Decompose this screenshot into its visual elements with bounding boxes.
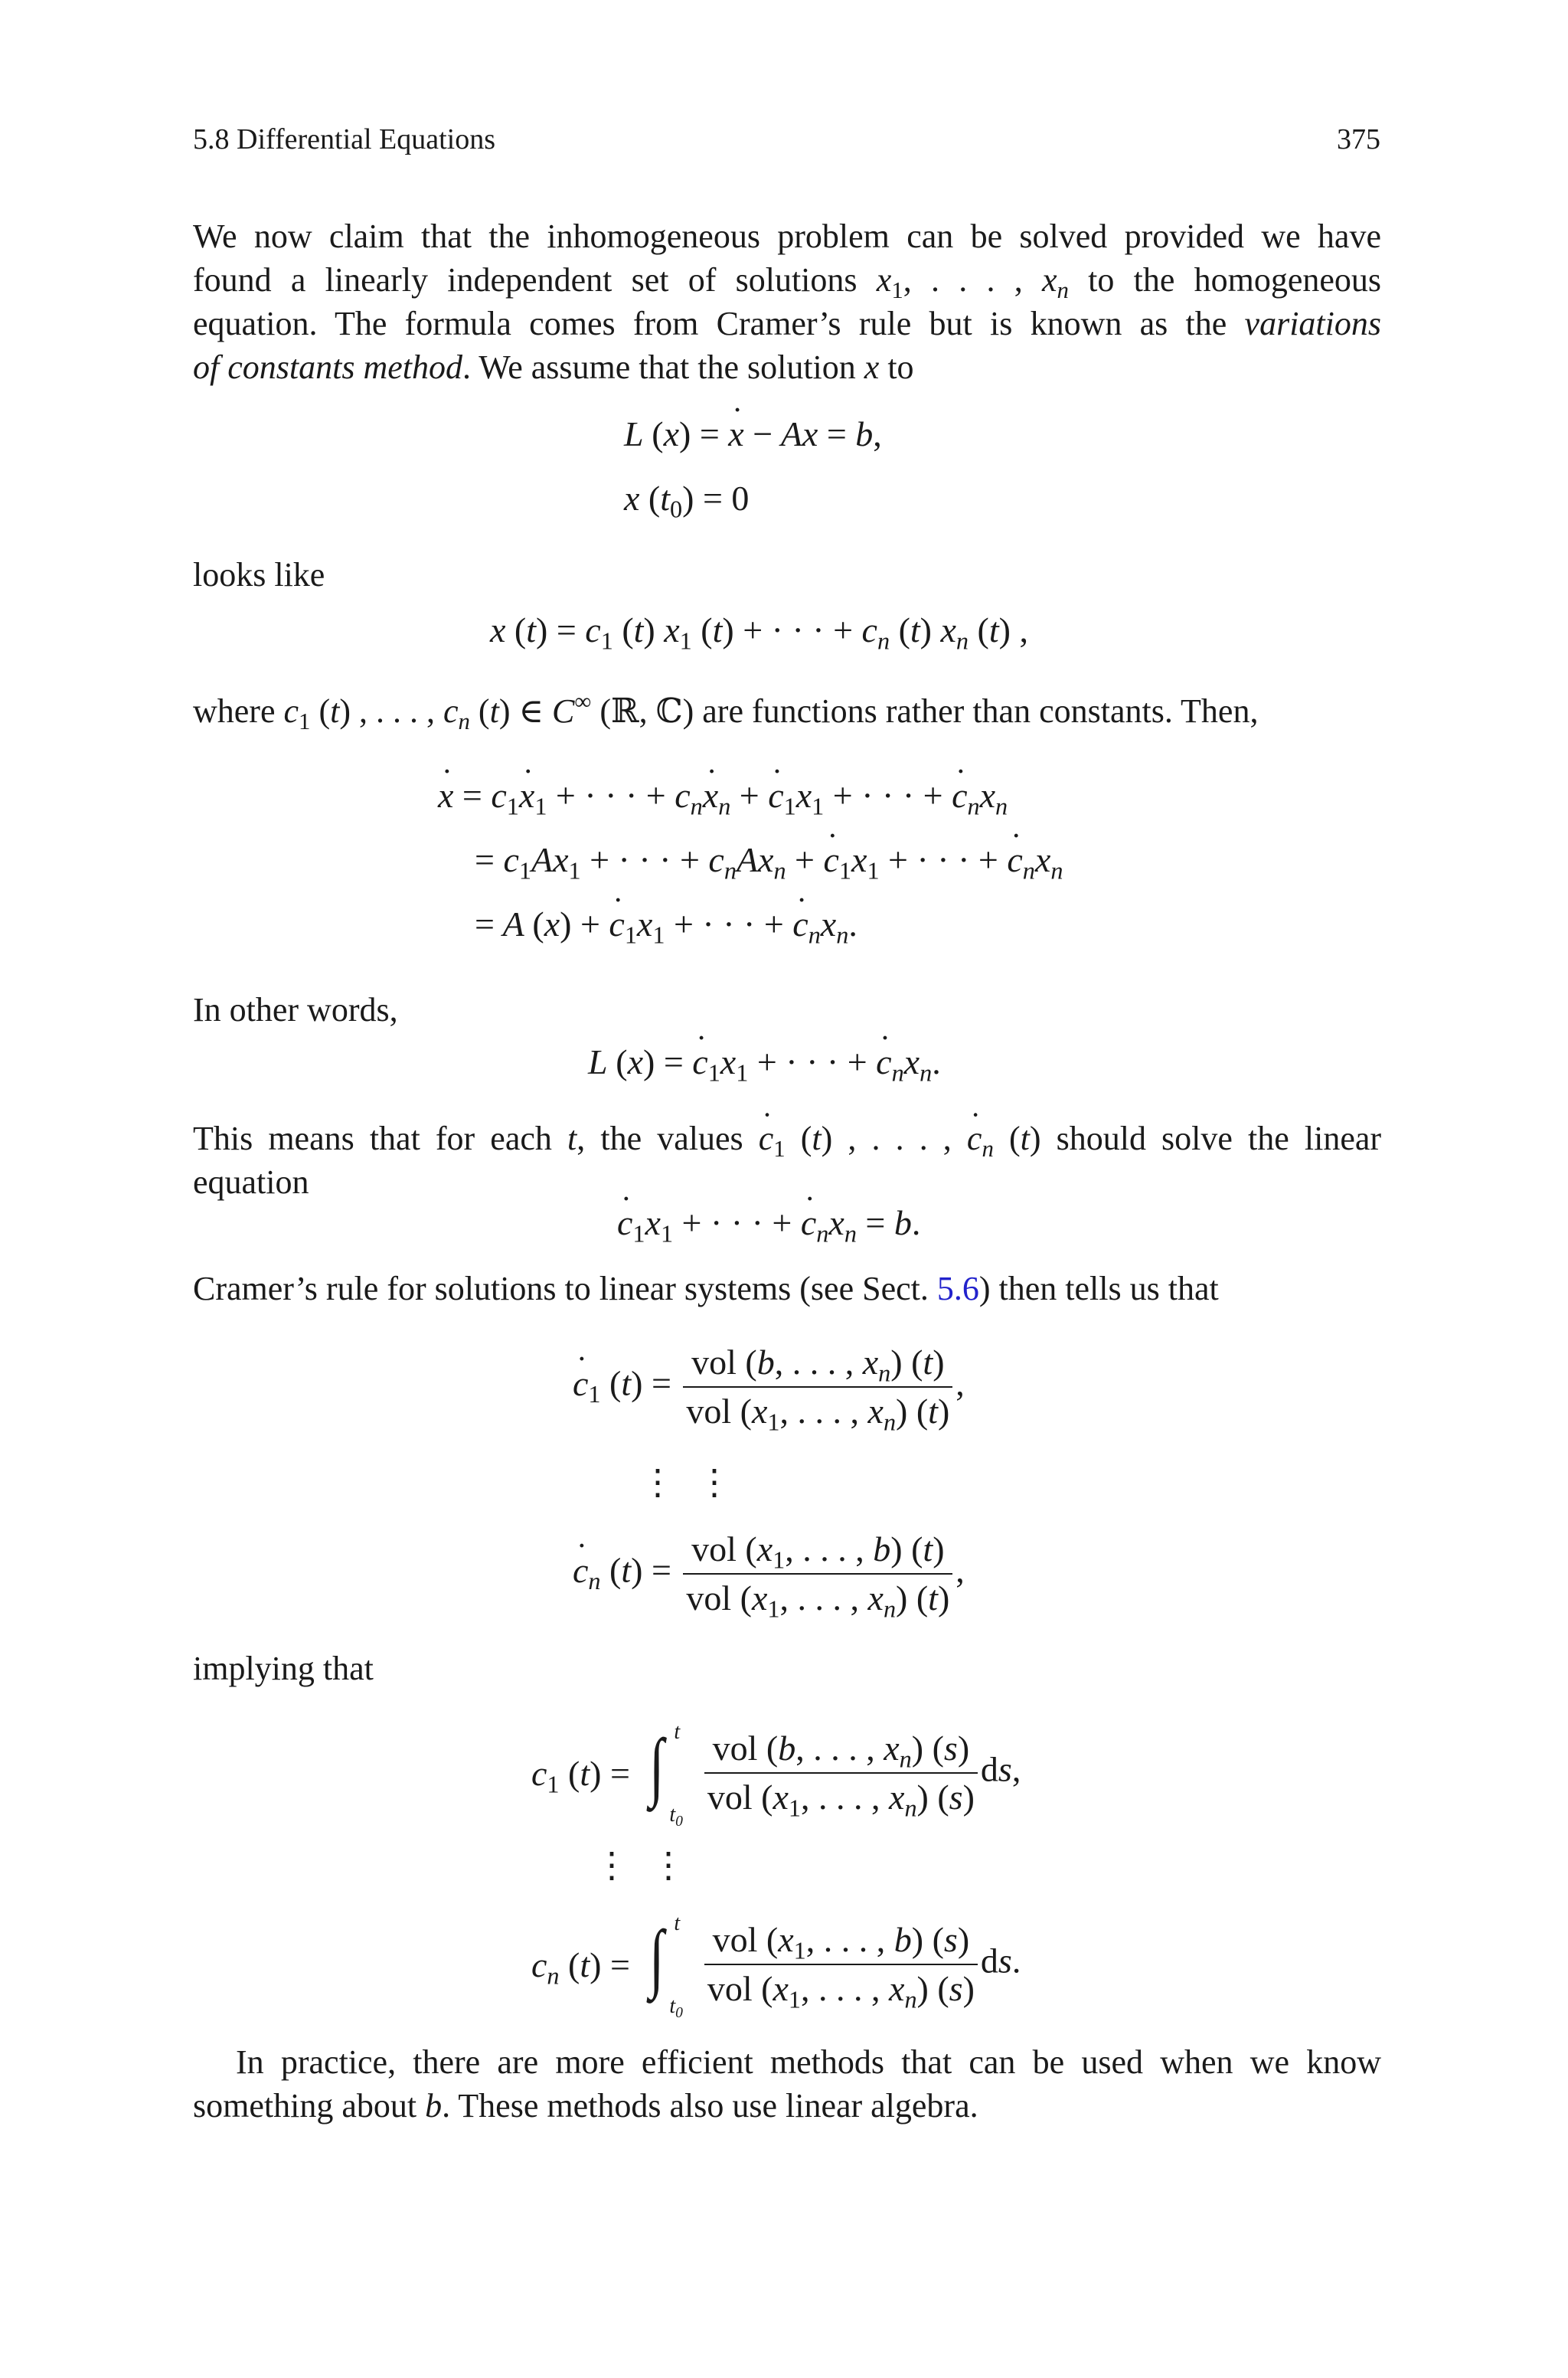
means-paragraph (193, 1117, 1381, 1204)
vertical-dots-2: ⋮ (697, 1463, 732, 1502)
equation-x-expansion: x $(t) = c_1$ (t) $x_1$ (t) + · · · + $c_n$ (t) $x_n$ (t) , (490, 610, 1028, 655)
section-link[interactable]: 5.6 (936, 1270, 979, 1307)
cramer-text: Cramer’s rule for solutions to linear systems (see Sect. 5.6) then tells us that (193, 1270, 1219, 1307)
where-text: where $c_1$ (t) , . . . , $c_n$ (t) ∈ C∞ (ℝ, ℂ) are functions rather than constants. Then, (193, 689, 1259, 735)
equation-xdot-line-2: = $c_1Ax_1$ + · · · + $c_nAx_n + c$ $˙_1x_1$ + · · · + c $˙_nx_n$ (475, 839, 1063, 880)
closing-paragraph (193, 2040, 1381, 2128)
intro-line-3: equation. The formula comes from Cramer’s rule but is known as the variations (193, 305, 1381, 342)
page-number: 375 (1337, 123, 1380, 155)
equation-c1-integral: $c_1$ (t) = ∫ t $t_0$ $\frac{vol (b, . . . , x_n) (s)}{vol (x_1, . . . , x_n) (s)}$ ds, (531, 1720, 1021, 1830)
equation-initial: x $(t_0) = 0$ (624, 479, 750, 523)
vertical-dots-3: ⋮ (594, 1846, 629, 1885)
equation-cn-dot: c $˙_n$ (t) = $\frac{vol (x_1, . . . , b) (t)}{vol (x_1, . . . , x_n) (t)}$ , (573, 1526, 965, 1622)
looks-like-text: looks like (193, 556, 325, 594)
means-line-1: This means that for each t, the values c $˙_1$ (t) , . . . , c $˙_n$ (t) should solve the linear (193, 1117, 1381, 1160)
closing-line-1: In practice, there are more efficient methods that can be used when we know (236, 2043, 1381, 2081)
equation-linear-system: c $˙_1x_1$ + · · · + c $˙_nx_n = b$. (617, 1202, 920, 1243)
intro-paragraph (193, 214, 1381, 389)
vertical-dots-4: ⋮ (651, 1846, 686, 1885)
implying-text: implying that (193, 1650, 374, 1687)
intro-line-1: We now claim that the inhomogeneous problem can be solved provided we have (193, 218, 1381, 255)
vertical-dots-1: ⋮ (640, 1463, 675, 1502)
equation-lx-sum: L (x) = c $˙_1x_1$ + · · · + c $˙_nx_n$. (588, 1042, 941, 1082)
equation-lx: L (x) = x ˙ − Ax = b, (624, 414, 882, 454)
intro-line-4: of constants method. We assume that the solution x to (193, 348, 914, 386)
other-words-text: In other words, (193, 991, 398, 1029)
equation-cn-integral: $c_n$ (t) = ∫ t $t_0$ $\frac{vol (x_1, . . . , b) (s)}{vol (x_1, . . . , x_n) (s)}$ ds. (531, 1912, 1021, 2021)
intro-line-2: found a linearly independent set of solutions $x_1$, . . . , $x_n$ to the homogeneous (193, 261, 1382, 304)
equation-xdot-line-3: = A (x) + c $˙_1x_1$ + · · · + c $˙_nx_n$. (475, 904, 858, 944)
equation-c1-dot: c $˙_1$ (t) = $\frac{vol (b, . . . , x_n) (t)}{vol (x_1, . . . , x_n) (t)}$ , (573, 1339, 965, 1435)
closing-line-2: something about b. These methods also use linear algebra. (193, 2087, 978, 2124)
running-header: 5.8 Differential Equations (193, 123, 496, 155)
equation-xdot-line-1: x ˙ = $c_1x$ $˙_1$ + · · · + $c_nx$ $˙_n + c$ $˙_1x_1$ + · · · + c $˙_nx_n$ (438, 775, 1008, 816)
means-line-2: equation (193, 1163, 309, 1201)
